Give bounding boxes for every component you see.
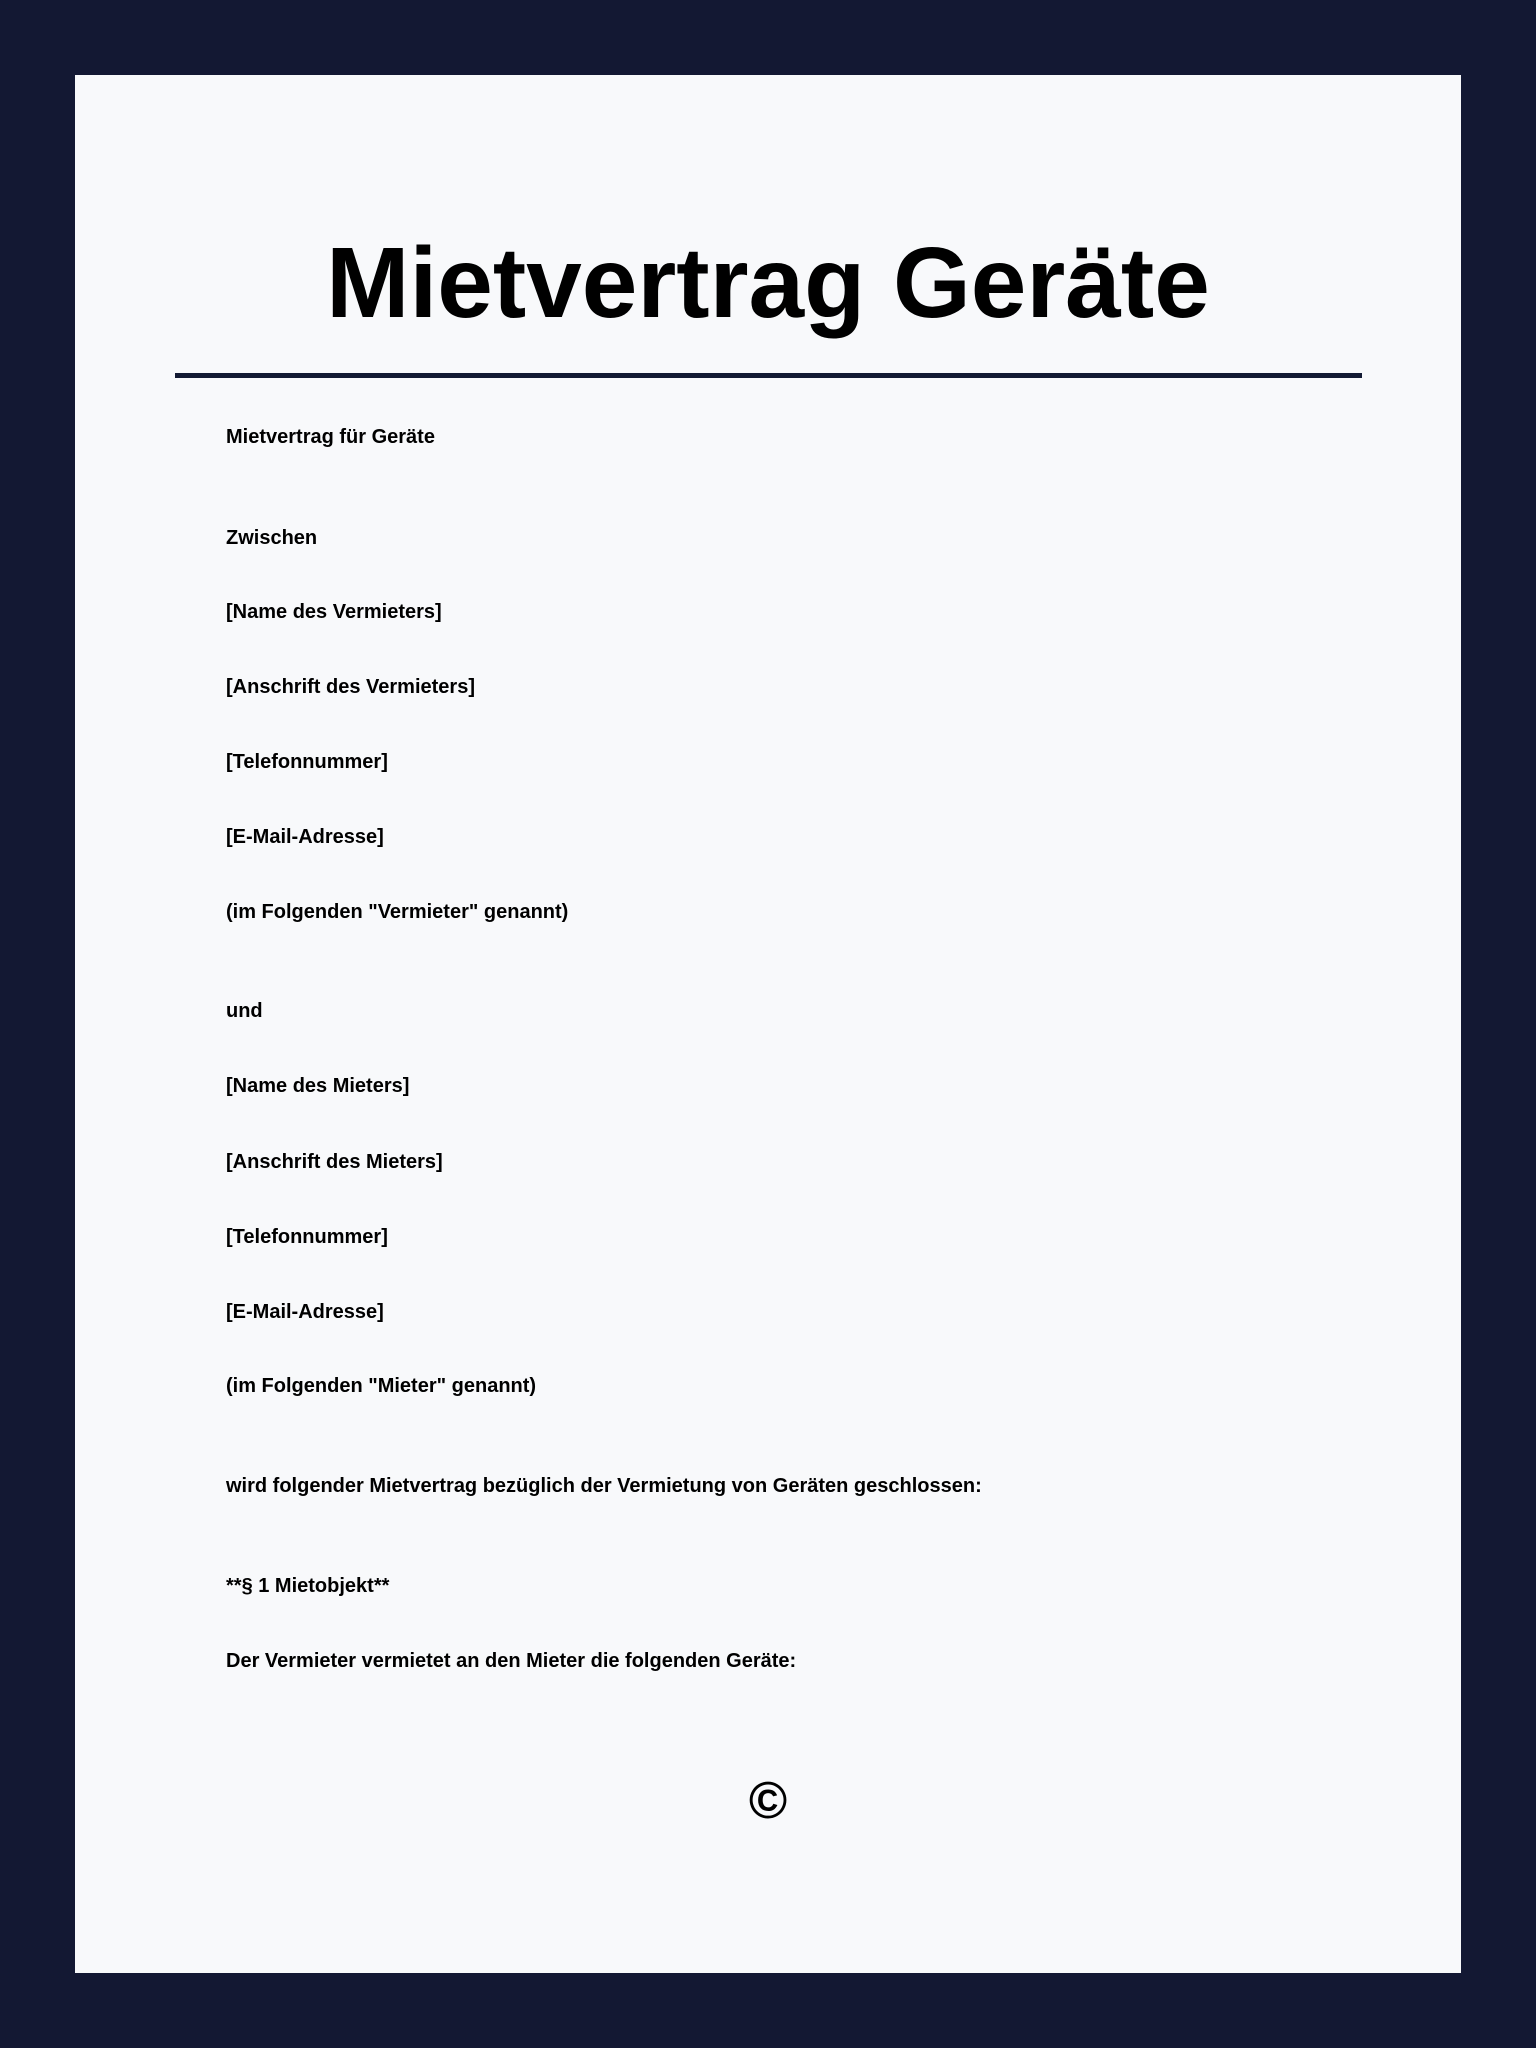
subtitle-line: Mietvertrag für Geräte — [226, 426, 435, 448]
rental-object-description: Der Vermieter vermietet an den Mieter die folgenden Geräte: — [226, 1650, 797, 1672]
landlord-name-placeholder: [Name des Vermieters] — [226, 601, 442, 623]
tenant-name-placeholder: [Name des Mieters] — [226, 1075, 410, 1097]
tenant-phone-placeholder: [Telefonnummer] — [226, 1226, 388, 1248]
document-title: Mietvertrag Geräte — [326, 227, 1210, 339]
and-label: und — [226, 1000, 263, 1022]
copyright-icon: © — [748, 1772, 788, 1830]
contract-intro: wird folgender Mietvertrag bezüglich der Vermietung von Geräten geschlossen: — [226, 1475, 982, 1497]
landlord-phone-placeholder: [Telefonnummer] — [226, 751, 388, 773]
tenant-email-placeholder: [E-Mail-Adresse] — [226, 1301, 384, 1323]
landlord-address-placeholder: [Anschrift des Vermieters] — [226, 676, 475, 698]
title-divider — [175, 373, 1362, 378]
landlord-designation: (im Folgenden "Vermieter" genannt) — [226, 901, 569, 923]
tenant-address-placeholder: [Anschrift des Mieters] — [226, 1151, 443, 1173]
document-page — [75, 75, 1461, 1973]
tenant-designation: (im Folgenden "Mieter" genannt) — [226, 1375, 537, 1397]
section-heading-rental-object: **§ 1 Mietobjekt** — [226, 1575, 390, 1597]
between-label: Zwischen — [226, 527, 318, 549]
landlord-email-placeholder: [E-Mail-Adresse] — [226, 826, 384, 848]
